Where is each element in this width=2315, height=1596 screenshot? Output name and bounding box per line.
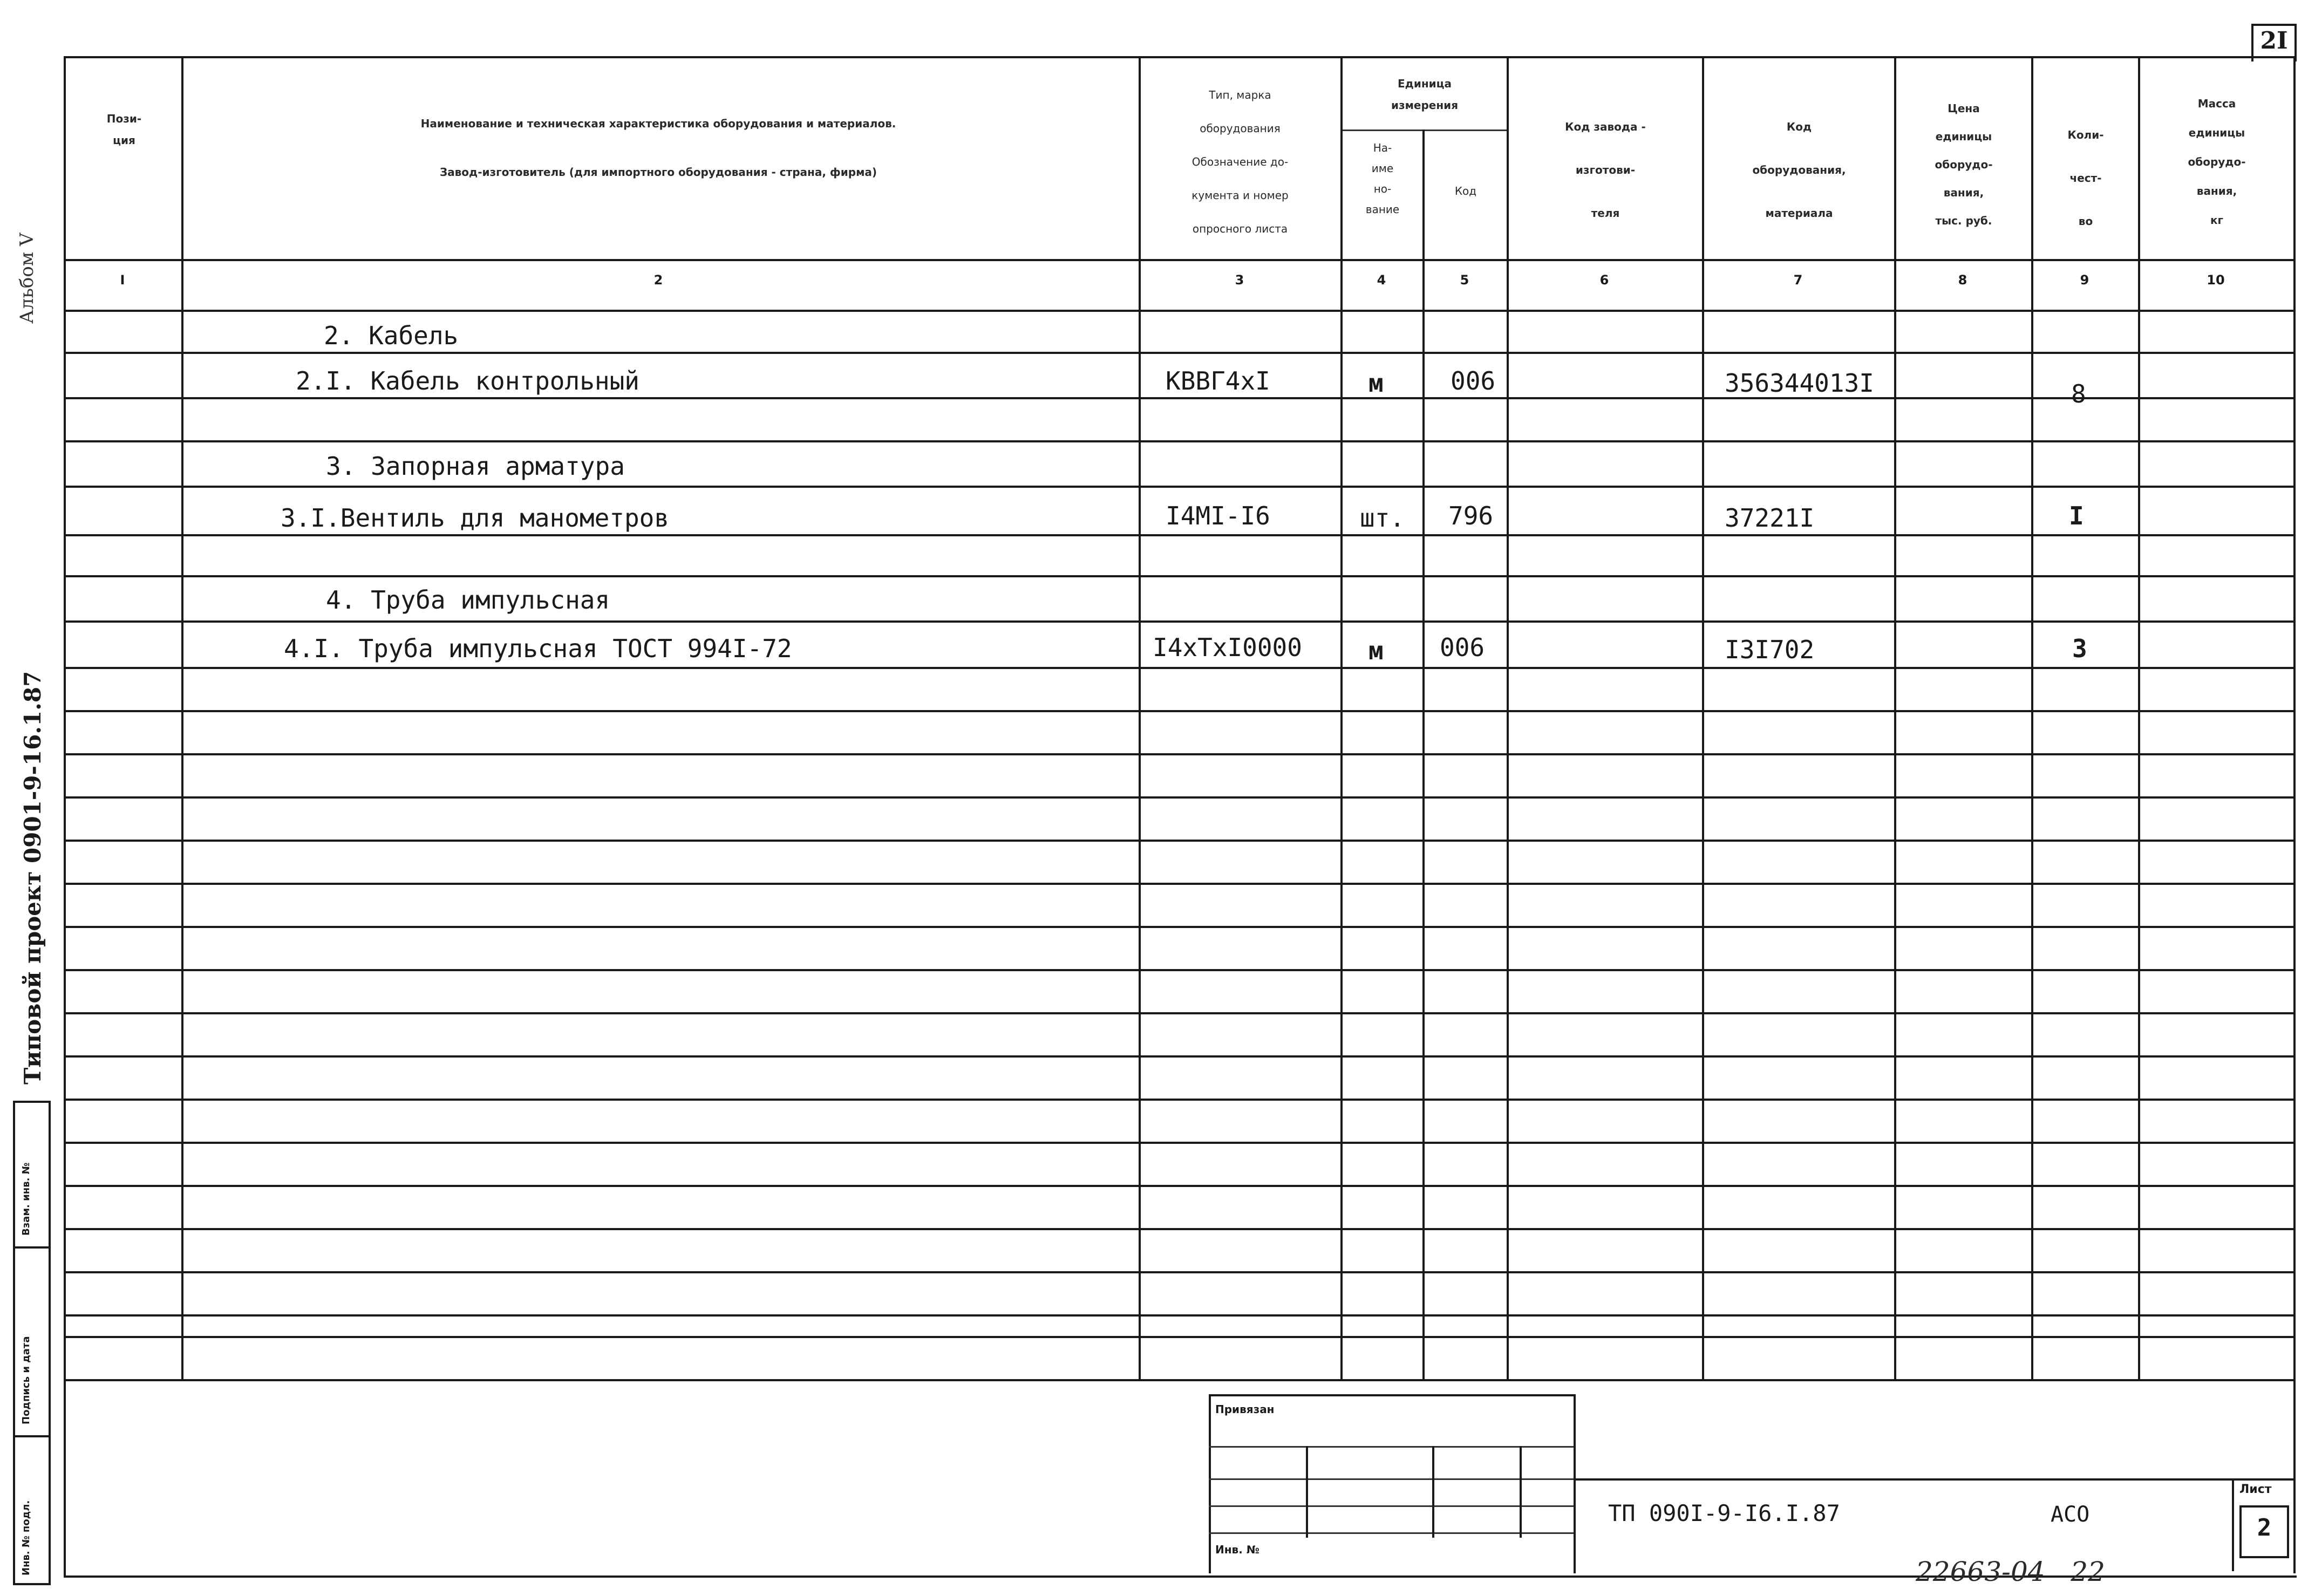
col-line-5 (1507, 56, 1509, 1379)
header-mass: Масса единицы оборудо- вания, кг (2188, 97, 2246, 227)
inv-label: Инв. № (1215, 1543, 1259, 1556)
colnum-1: I (120, 272, 125, 288)
header-qty: Коли- чест- во (2067, 128, 2104, 228)
header-equip-code: Код оборудования, материала (1752, 120, 1846, 220)
colnum-3: 3 (1235, 272, 1244, 288)
doc-mark: АСО (2051, 1502, 2090, 1527)
album-label: Альбом V (16, 233, 38, 324)
col-line-1 (181, 56, 183, 1379)
doc-code: ТП 090I-9-I6.I.87 (1608, 1500, 1840, 1526)
colnum-8: 8 (1958, 272, 1967, 288)
row-qty: 3 (2072, 634, 2087, 663)
col-line-3 (1340, 56, 1343, 1379)
header-unit-code: Код (1454, 185, 1477, 197)
header-plant-code: Код завода - изготови- теля (1565, 120, 1646, 220)
row-equip-code: 37221I (1725, 503, 1815, 533)
sheet-label: Лист (2239, 1483, 2272, 1496)
right-frame-line (2293, 56, 2296, 1573)
row-unit: шт. (1360, 503, 1405, 533)
header-name-line1: Наименование и техническая характеристика оборудования и материалов. (420, 117, 896, 130)
stamp-vzam: Взам. инв. № (21, 1162, 32, 1236)
colnum-7: 7 (1793, 272, 1803, 288)
title-block-sep (1574, 1394, 1576, 1573)
stamp-column (13, 1101, 51, 1585)
colnum-2: 2 (653, 272, 663, 288)
row-name: 2.I. Кабель контрольный (296, 366, 639, 395)
row-unit-code: 006 (1440, 633, 1485, 662)
row-name: 2. Кабель (324, 321, 459, 350)
header-bottom (64, 259, 2294, 261)
colnum-bottom (64, 310, 2294, 312)
row-type: I4MI-I6 (1166, 501, 1270, 530)
row-name: 4. Труба импульсная (326, 585, 610, 615)
privyazan-label: Привязан (1215, 1403, 1275, 1416)
stamp-podpis: Подпись и дата (21, 1336, 32, 1424)
project-label: Типовой проект 0901-9-16.1.87 (19, 671, 46, 1085)
header-position: Пози- ция (106, 112, 142, 147)
header-price: Цена единицы оборудо- вания, тыс. руб. (1935, 102, 1993, 227)
title-block-top (1209, 1394, 1576, 1396)
row-equip-code: I3I702 (1725, 635, 1815, 664)
stamp-inv-podl: Инв. № подл. (21, 1500, 32, 1575)
row-unit: м (1368, 636, 1384, 665)
col-line-8 (2031, 56, 2033, 1379)
header-name-line2: Завод-изготовитель (для импортного оборудования - страна, фирма) (439, 166, 877, 179)
footer-number: 22663-04 22 (1916, 1556, 2105, 1587)
col-line-6 (1702, 56, 1704, 1379)
row-unit: м (1368, 369, 1384, 398)
colnum-4: 4 (1377, 272, 1386, 288)
row-type: I4хТхI0000 (1153, 633, 1302, 662)
header-unit: Единица измерения (1391, 77, 1459, 112)
colnum-6: 6 (1599, 272, 1609, 288)
title-block (1209, 1394, 2294, 1573)
colnum-9: 9 (2080, 272, 2089, 288)
col-line-7 (1894, 56, 1896, 1379)
row-equip-code: 356344013I (1725, 369, 1874, 398)
header-type: Тип, марка оборудования Обозначение до- кумента и номер опросного листа (1191, 88, 1289, 235)
page-number: 2I (2260, 27, 2288, 54)
row-name: 4.I. Труба импульсная ТОСТ 994I-72 (284, 634, 792, 663)
colnum-10: 10 (2207, 272, 2225, 288)
row-qty: I (2069, 501, 2084, 530)
row-unit-code: 796 (1448, 501, 1494, 530)
sheet-number: 2 (2257, 1514, 2272, 1542)
stamp-divider (13, 1246, 49, 1249)
colnum-5: 5 (1460, 272, 1469, 288)
stamp-divider (13, 1435, 49, 1437)
col-line-9 (2138, 56, 2140, 1379)
row-unit-code: 006 (1451, 366, 1496, 395)
row-type: КВВГ4хI (1166, 366, 1270, 395)
title-block-mid (1574, 1478, 2294, 1481)
row-name: 3. Запорная арматура (326, 452, 625, 481)
row-qty: 8 (2071, 379, 2086, 408)
header-unit-name: На- име но- вание (1365, 141, 1400, 216)
col-line-2 (1139, 56, 1141, 1379)
title-block-left (1209, 1394, 1211, 1573)
row-name: 3.I.Вентиль для манометров (281, 503, 670, 533)
